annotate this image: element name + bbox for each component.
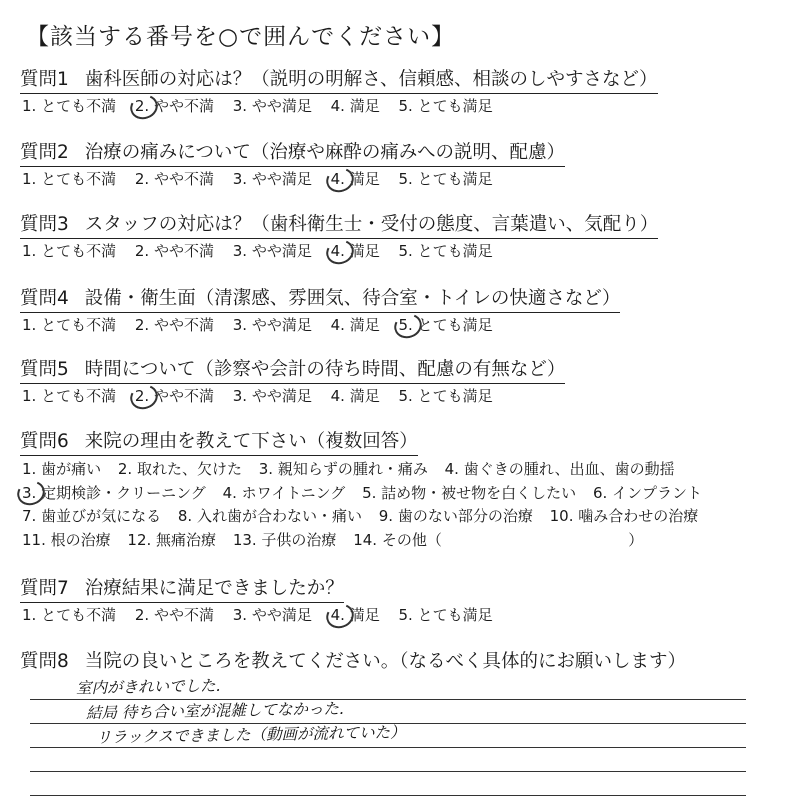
q1-option-5[interactable]: 5. とても満足 <box>398 97 493 115</box>
question-5-options <box>20 386 780 407</box>
q3-option-5[interactable]: 5. とても満足 <box>398 242 493 260</box>
question-2-title: 質問2 治療の痛みについて（治療や麻酔の痛みへの説明、配慮） <box>20 141 565 167</box>
q6-option[interactable]: 3. 親知らずの腫れ・痛み <box>258 460 428 478</box>
q3-option-3[interactable]: 3. やや満足 <box>232 242 312 260</box>
q3-option-1[interactable]: 1. とても不満 <box>22 242 117 260</box>
q5-option-1[interactable]: 1. とても不満 <box>22 387 117 405</box>
q3-option-4[interactable]: 4. 満足 <box>331 241 380 262</box>
q6-option[interactable]: 10. 噛み合わせの治療 <box>549 507 699 525</box>
q2-option-2[interactable]: 2. やや不満 <box>134 170 214 188</box>
q4-option-4[interactable]: 4. 満足 <box>330 316 380 334</box>
question-7-title: 質問7 治療結果に満足できましたか？ <box>20 577 344 603</box>
question-4-options <box>20 315 780 336</box>
handwritten-answer-1: 室内がきれいでした. <box>75 676 221 698</box>
question-6-title: 質問6 来院の理由を教えて下さい（複数回答） <box>20 430 418 456</box>
q2-option-5[interactable]: 5. とても満足 <box>398 170 493 188</box>
q6-option-selected[interactable]: 3. 定期検診・クリーニング <box>22 482 206 506</box>
q1-option-2[interactable]: 2. やや不満 <box>135 96 214 117</box>
handwritten-answer-3: リラックスできました（動画が流れていた） <box>95 723 406 747</box>
question-3 <box>20 213 780 262</box>
q6-option[interactable]: 4. ホワイトニング <box>222 483 346 502</box>
circle-mark-icon <box>127 91 162 123</box>
answer-line <box>30 724 746 748</box>
circle-mark-icon <box>127 381 162 413</box>
q1-option-3[interactable]: 3. やや満足 <box>232 97 312 115</box>
answer-area[interactable] <box>30 676 746 796</box>
circle-mark-icon <box>390 310 425 342</box>
q3-option-2[interactable]: 2. やや不満 <box>134 242 214 260</box>
q4-option-1[interactable]: 1. とても不満 <box>22 316 117 334</box>
q2-option-4[interactable]: 4. 満足 <box>331 169 380 190</box>
q7-option-4[interactable]: 4. 満足 <box>331 605 380 626</box>
q7-option-3[interactable]: 3. やや満足 <box>232 606 312 624</box>
circle-mark-icon <box>322 236 357 268</box>
question-6 <box>20 430 780 552</box>
q6-line-3 <box>22 505 780 529</box>
q6-line-2 <box>22 482 780 506</box>
q4-option-5[interactable]: 5. とても満足 <box>399 315 493 336</box>
q7-option-5[interactable]: 5. とても満足 <box>398 606 493 624</box>
q1-option-1[interactable]: 1. とても不満 <box>22 97 117 115</box>
instruction-header: 【該当する番号を○で囲んでください】 <box>26 24 456 50</box>
close-paren: ） <box>628 530 644 549</box>
q6-option[interactable]: 6. インプラント <box>592 483 703 502</box>
q1-option-4[interactable]: 4. 満足 <box>330 97 380 115</box>
q6-option[interactable]: 13. 子供の治療 <box>232 530 337 549</box>
q2-option-1[interactable]: 1. とても不満 <box>22 170 117 188</box>
question-3-options <box>20 241 780 262</box>
q6-option[interactable]: 2. 取れた、欠けた <box>117 460 242 478</box>
question-8 <box>20 650 780 675</box>
answer-line <box>30 748 746 772</box>
q6-option[interactable]: 9. 歯のない部分の治療 <box>378 507 533 525</box>
answer-line <box>30 676 746 700</box>
q6-option[interactable]: 8. 入れ歯が合わない・痛い <box>177 507 362 525</box>
q7-option-2[interactable]: 2. やや不満 <box>134 606 214 624</box>
circle-mark-icon <box>14 476 49 508</box>
question-2 <box>20 141 780 190</box>
question-5-title: 質問5 時間について（診察や会計の待ち時間、配慮の有無など） <box>20 358 565 384</box>
question-2-options <box>20 169 780 190</box>
q6-line-4 <box>22 529 780 553</box>
q6-line-1 <box>22 458 780 482</box>
question-1 <box>20 68 780 117</box>
answer-line <box>30 772 746 796</box>
question-1-title: 質問1 歯科医師の対応は？（説明の明解さ、信頼感、相談のしやすさなど） <box>20 68 658 94</box>
circle-mark-icon <box>322 164 357 196</box>
q5-option-2[interactable]: 2. やや不満 <box>135 386 214 407</box>
q5-option-3[interactable]: 3. やや満足 <box>232 387 312 405</box>
handwritten-answer-2: 結局 待ち合い室が混雑してなかった. <box>85 699 345 723</box>
q6-option[interactable]: 5. 詰め物・被せ物を白くしたい <box>362 483 577 502</box>
question-6-options <box>20 458 780 552</box>
question-7 <box>20 577 780 626</box>
question-3-title: 質問3 スタッフの対応は？（歯科衛生士・受付の態度、言葉遣い、気配り） <box>20 213 658 239</box>
question-7-options <box>20 605 780 626</box>
q5-option-4[interactable]: 4. 満足 <box>330 387 380 405</box>
q4-option-2[interactable]: 2. やや不満 <box>134 316 214 334</box>
question-4 <box>20 287 780 336</box>
question-5 <box>20 358 780 407</box>
question-1-options <box>20 96 780 117</box>
q6-option[interactable]: 12. 無痛治療 <box>127 530 217 549</box>
q6-option[interactable]: 7. 歯並びが気になる <box>22 507 162 525</box>
q6-option[interactable]: 4. 歯ぐきの腫れ、出血、歯の動揺 <box>444 460 675 478</box>
circle-mark-icon <box>322 600 357 632</box>
q6-option[interactable]: 11. 根の治療 <box>22 530 111 549</box>
question-8-title: 質問8 当院の良いところを教えてください。（なるべく具体的にお願いします） <box>20 651 687 672</box>
q2-option-3[interactable]: 3. やや満足 <box>232 170 312 188</box>
q7-option-1[interactable]: 1. とても不満 <box>22 606 117 624</box>
question-4-title: 質問4 設備・衛生面（清潔感、雰囲気、待合室・トイレの快適さなど） <box>20 287 620 313</box>
q5-option-5[interactable]: 5. とても満足 <box>398 387 493 405</box>
q4-option-3[interactable]: 3. やや満足 <box>232 316 312 334</box>
q6-option-other[interactable]: 14. その他（ ） <box>353 529 643 553</box>
q6-option[interactable]: 1. 歯が痛い <box>22 460 102 478</box>
